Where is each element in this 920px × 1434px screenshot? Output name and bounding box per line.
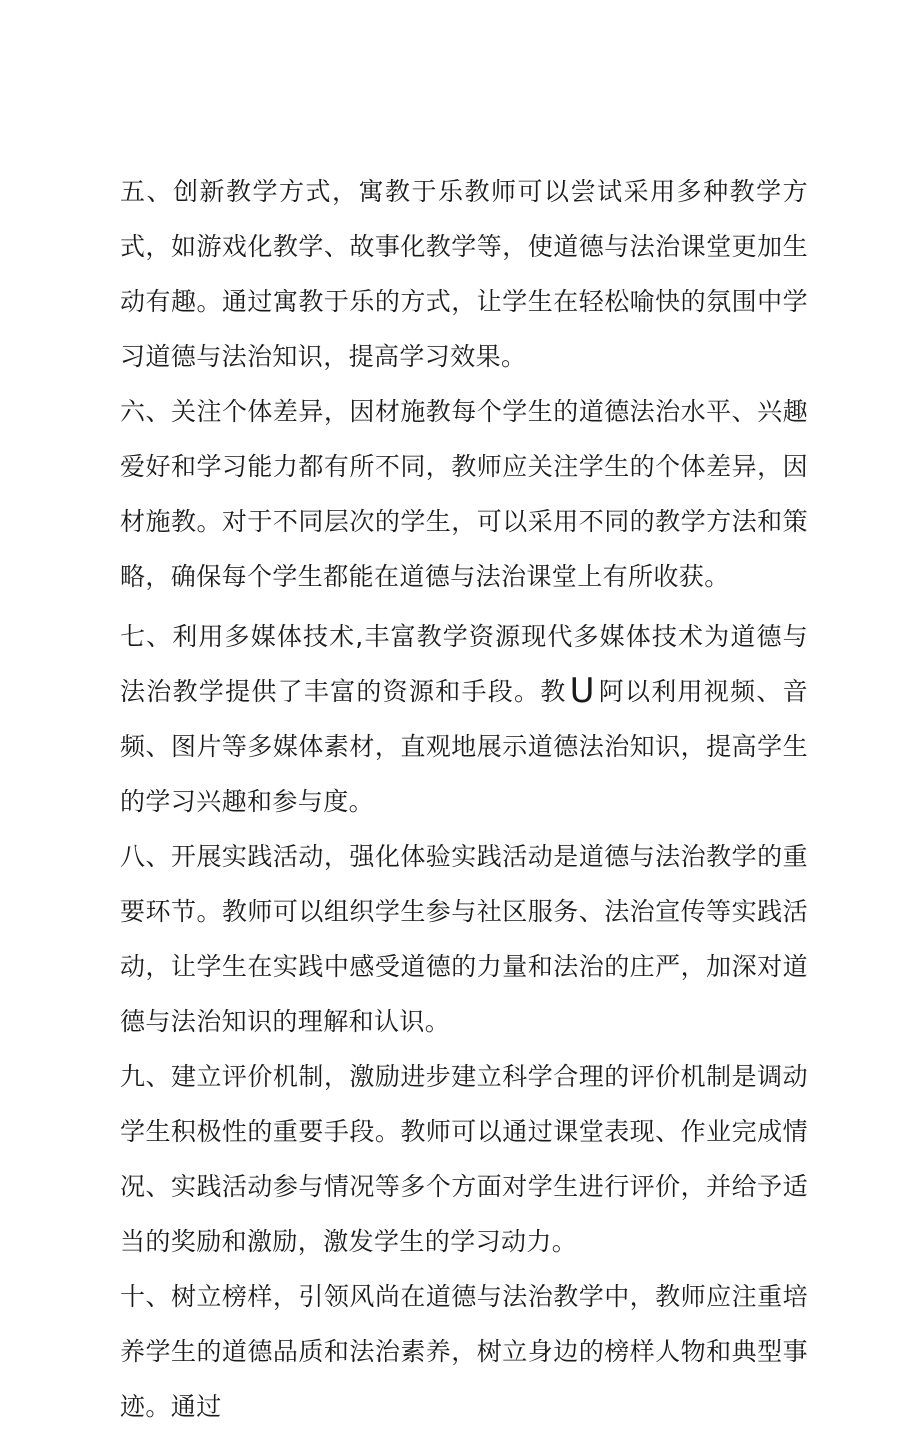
paragraph-7-text-before: 七、利用多媒体技术,丰富教学资源现代多媒体技术为道德与法治教学提供了丰富的资源和手段。教	[120, 622, 808, 706]
document-body	[120, 164, 808, 1434]
paragraph-8: 八、开展实践活动，强化体验实践活动是道德与法治教学的重要环节。教师可以组织学生参与社区服务、法治宣传等实践活动，让学生在实践中感受道德的力量和法治的庄严，加深对道德与法治知识的理解和认识。	[120, 842, 808, 1036]
paragraph-5: 五、创新教学方式，寓教于乐教师可以尝试采用多种教学方式，如游戏化教学、故事化教学等，使道德与法治课堂更加生动有趣。通过寓教于乐的方式，让学生在轻松喻快的氛围中学习道德与法治知识，提高学习效果。	[120, 177, 808, 371]
paragraph-9: 九、建立评价机制，激励进步建立科学合理的评价机制是调动学生积极性的重要手段。教师可以通过课堂表现、作业完成情况、实践活动参与情况等多个方面对学生进行评价，并给予适当的奖励和激励，激发学生的学习动力。	[120, 1062, 808, 1256]
paragraph-6: 六、关注个体差异，因材施教每个学生的道德法治水平、兴趣爱好和学习能力都有所不同，教师应关注学生的个体差异，因材施教。对于不同层次的学生，可以采用不同的教学方法和策略，确保每个学生都能在道德与法治课堂上有所收获。	[120, 397, 808, 591]
paragraph-10: 十、树立榜样，引领风尚在道德与法治教学中，教师应注重培养学生的道德品质和法治素养，树立身边的榜样人物和典型事迹。通过	[120, 1282, 808, 1421]
paragraph-7-text-after: 阿以利用视频、音频、图片等多媒体素材，直观地展示道德法治知识，提高学生的学习兴趣和参与度。	[120, 677, 809, 816]
paragraph-7-stray-glyph: U	[569, 671, 595, 711]
paragraph-7	[120, 609, 808, 829]
